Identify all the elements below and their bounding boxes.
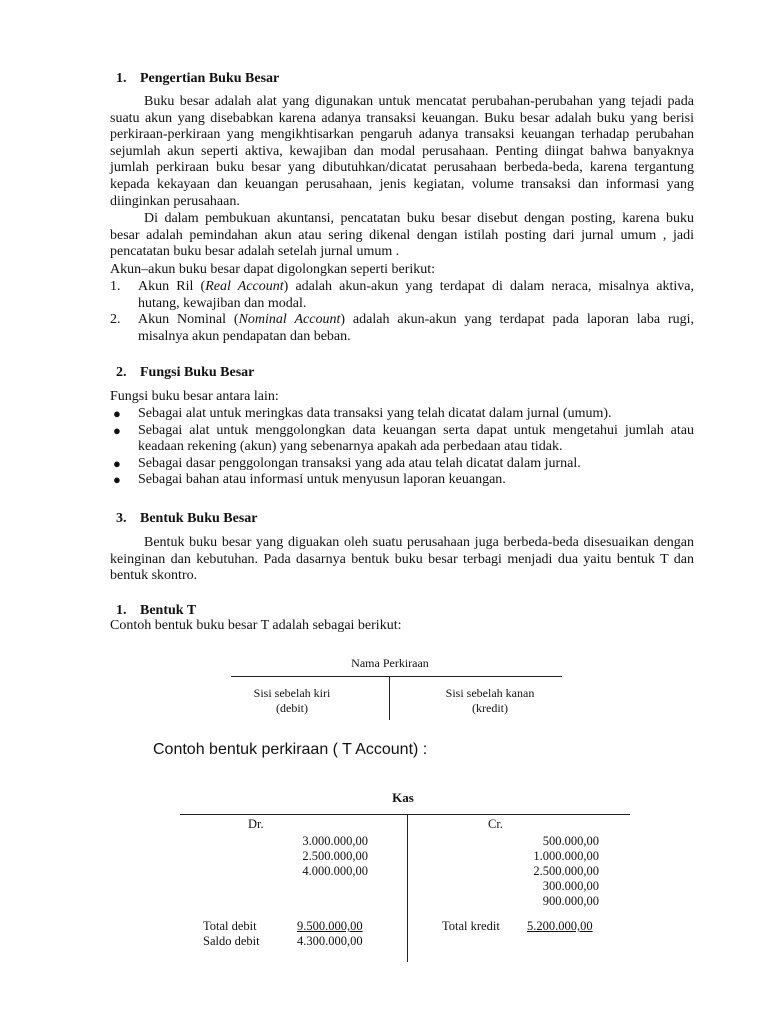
section-2-title: Fungsi Buku Besar <box>140 365 255 380</box>
list-item-text: Akun Nominal ( <box>138 312 239 328</box>
section-1-list-intro: Akun–akun buku besar dapat digolongkan seperti berikut: <box>110 262 436 277</box>
example-title: Contoh bentuk perkiraan ( T Account) : <box>153 741 428 758</box>
kas-credit-entry: 2.500.000,00 <box>533 864 599 878</box>
kas-credit-entry: 300.000,00 <box>542 879 599 893</box>
kas-debit-entry: 4.000.000,00 <box>302 864 368 878</box>
section-1-number: 1. <box>116 71 127 86</box>
bullet-icon: ● <box>113 472 121 488</box>
section-3-paragraph-text: Bentuk buku besar yang diguakan oleh suatu perusahaan juga berbeda-beda disesuaikan dengan keinginan dan kebutuhan. Pada dasarnya bentuk buku besar terbagi menjadi dua yaitu bentuk T dan bentuk skontro. <box>110 535 694 584</box>
list-item-emphasis: Real Account <box>205 279 284 294</box>
kas-credit-entry: 1.000.000,00 <box>533 849 599 863</box>
bullet-icon: ● <box>113 422 121 438</box>
kas-total-kredit-value: 5.200.000,00 <box>527 919 593 933</box>
kas-credit-entry: 500.000,00 <box>542 834 599 848</box>
kas-saldo-debit-value: 4.300.000,00 <box>297 934 363 948</box>
bullet-text: Sebagai alat untuk meringkas data transaksi yang telah dicatat dalam jurnal (umum). <box>138 406 612 421</box>
list-item-text: Akun Ril ( <box>138 279 206 294</box>
t-figure-horizontal-rule <box>231 676 562 677</box>
section-1-paragraph-2 <box>110 211 694 261</box>
t-figure-right-sublabel: (kredit) <box>472 701 508 715</box>
kas-saldo-debit-label: Saldo debit <box>203 934 260 948</box>
kas-total-debit-label: Total debit <box>203 919 257 933</box>
t-figure-vertical-rule <box>389 676 390 720</box>
bullet-text: Sebagai bahan atau informasi untuk menyusun laporan keuangan. <box>138 472 506 488</box>
t-figure-title: Nama Perkiraan <box>351 656 429 670</box>
list-item-text: ) adalah akun-akun yang terdapat pada laporan laba rugi, misalnya akun pendapatan dan beban. <box>138 312 695 344</box>
section-2-heading <box>116 364 254 381</box>
bullet-icon: ● <box>113 406 121 421</box>
bullet-item <box>110 423 694 456</box>
t-figure-right-side <box>425 686 555 716</box>
subsection-number: 1. <box>116 603 127 618</box>
list-item <box>110 279 694 312</box>
kas-credit-label: Cr. <box>488 817 503 831</box>
section-2-bullet-list <box>110 406 694 489</box>
kas-credit-entry: 900.000,00 <box>542 894 599 908</box>
section-3-heading <box>116 510 257 527</box>
section-1-paragraph-2-text: Di dalam pembukuan akuntansi, pencatatan buku besar disebut dengan posting, karena buku besar adalah pemindahan akun atau sering dikenal dengan istilah posting dari jurnal umum , jadi pencatatan buku besar adalah setelah jurnal umum . <box>110 211 694 260</box>
section-1-paragraph-1-text: Buku besar adalah alat yang digunakan untuk mencatat perubahan-perubahan yang tejadi pada suatu akun yang disebabkan karena adanya transaksi keuangan. Buku besar adalah buku yang berisi perkiraan-perkiraan yang mengikhtisarkan pengaruh adanya transaksi keuangan terhadap perubahan sejumlah akun seperti aktiva, kewajiban dan modal perusahaan. Penting diingat bahwa banyaknya jumlah perkiraan buku besar yang dibutuhkan/dicatat perusahaan berbeda-beda, karena tergantung kepada kekayaan dan keuangan perusahaan, jenis kegiatan, volume transaksi dan informasi yang diinginkan perusahaan. <box>110 94 694 209</box>
t-figure-left-sublabel: (debit) <box>276 701 308 715</box>
kas-total-debit-value: 9.500.000,00 <box>297 919 363 933</box>
section-1-paragraph-1 <box>110 94 694 210</box>
kas-horizontal-rule <box>180 814 630 815</box>
bullet-item <box>110 472 694 489</box>
kas-credit-column <box>500 834 599 909</box>
t-figure-left-label: Sisi sebelah kiri <box>253 686 331 700</box>
kas-debit-entry: 3.000.000,00 <box>302 834 368 848</box>
kas-debit-column <box>280 834 368 879</box>
kas-vertical-rule <box>407 814 408 962</box>
kas-account-title: Kas <box>392 790 414 805</box>
list-item <box>110 312 694 345</box>
bullet-text: Sebagai alat untuk menggolongkan data keuangan serta dapat untuk mengetahui jumlah atau keadaan rekening (akun) yang sebenarnya apakah ada perbedaan atau tidak. <box>138 422 694 455</box>
list-item-number: 1. <box>110 279 121 294</box>
section-1-title: Pengertian Buku Besar <box>140 71 280 86</box>
bullet-icon: ● <box>113 455 121 471</box>
kas-debit-entry: 2.500.000,00 <box>302 849 368 863</box>
list-item-text: ) adalah akun-akun yang terdapat di dalam neraca, misalnya aktiva, hutang, kewajiban dan modal. <box>138 279 694 311</box>
list-item-emphasis: Nominal Account <box>238 312 341 328</box>
list-item-number: 2. <box>110 312 121 328</box>
bullet-text: Sebagai dasar penggolongan transaksi yang ada atau telah dicatat dalam jurnal. <box>138 455 581 471</box>
t-figure-left-side <box>240 686 344 716</box>
section-1-ordered-list <box>110 279 694 345</box>
subsection-title: Bentuk T <box>140 603 197 618</box>
kas-total-kredit-label: Total kredit <box>442 919 500 933</box>
kas-debit-label: Dr. <box>248 817 264 831</box>
subsection-heading <box>116 602 196 619</box>
section-3-paragraph <box>110 535 694 585</box>
subsection-intro: Contoh bentuk buku besar T adalah sebagai berikut: <box>110 618 402 633</box>
section-3-title: Bentuk Buku Besar <box>140 511 258 526</box>
bullet-item <box>110 456 694 473</box>
section-2-number: 2. <box>116 365 127 380</box>
section-1-heading <box>116 70 279 87</box>
section-3-number: 3. <box>116 511 127 526</box>
bullet-item <box>110 406 694 423</box>
t-figure-right-label: Sisi sebelah kanan <box>445 686 535 700</box>
section-2-intro: Fungsi buku besar antara lain: <box>110 389 279 404</box>
